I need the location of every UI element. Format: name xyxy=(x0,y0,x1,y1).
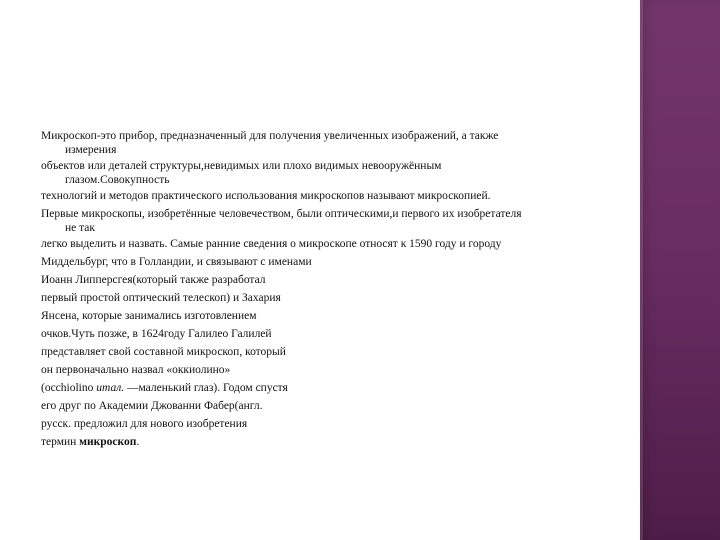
paragraph-line-12 xyxy=(41,361,612,379)
line-text: Янсена, которые занимались изготовлением xyxy=(41,310,257,322)
paragraph-line-5 xyxy=(41,235,612,253)
paragraph-line-7 xyxy=(41,271,612,289)
paragraph-line-1 xyxy=(41,127,612,156)
paragraph-line-9 xyxy=(41,307,612,325)
line-text: представляет свой составной микроскоп, который xyxy=(41,346,286,358)
line-text: технологий и методов практического использования микроскопов называют микроскопией. xyxy=(41,190,491,202)
line-text: Иоанн Липперсгея(который также разработал xyxy=(41,274,266,286)
line-with-italic xyxy=(41,379,612,397)
line-part: (occhiolino xyxy=(41,382,97,394)
line-text: Микроскоп-это прибор, предназначенный для получения увеличенных изображений, а также xyxy=(41,130,499,142)
paragraph-line-10 xyxy=(41,325,612,343)
document-text xyxy=(41,127,612,451)
bold-part: микроскоп xyxy=(79,436,137,448)
paragraph-line-8 xyxy=(41,289,612,307)
paragraph-line-13 xyxy=(41,379,612,397)
paragraph-line-6 xyxy=(41,253,612,271)
paragraph-line-11 xyxy=(41,343,612,361)
paragraph-line-4 xyxy=(41,205,612,234)
paragraph-line-2 xyxy=(41,157,612,186)
line-text: его друг по Академии Джованни Фабер(англ. xyxy=(41,400,263,412)
paragraph-line-15 xyxy=(41,415,612,433)
italic-part: итал. xyxy=(96,382,125,394)
line-part: —маленький глаз). Годом спустя xyxy=(124,382,288,394)
line-continuation: не так xyxy=(65,222,95,234)
line-text: очков.Чуть позже, в 1624году Галилео Галилей xyxy=(41,328,272,340)
line-text: легко выделить и назвать. Самые ранние сведения о микроскопе относят к 1590 году и городу xyxy=(41,238,502,250)
paragraph-line-3 xyxy=(41,187,612,205)
line-text: он первоначально назвал «оккиолино» xyxy=(41,364,231,376)
line-with-bold xyxy=(41,433,612,451)
line-text: объектов или деталей структуры,невидимых или плохо видимых невооружённым xyxy=(41,160,442,172)
line-part: . xyxy=(136,436,140,448)
line-continuation: глазом.Совокупность xyxy=(65,174,170,186)
line-text: Миддельбург, что в Голландии, и связывают с именами xyxy=(41,256,312,268)
line-part: термин xyxy=(41,436,80,448)
paragraph-line-14 xyxy=(41,397,612,415)
line-text: русск. предложил для нового изобретения xyxy=(41,418,248,430)
line-continuation: измерения xyxy=(65,144,117,156)
line-text: первый простой оптический телескоп) и Захария xyxy=(41,292,281,304)
right-accent-bar xyxy=(640,0,720,540)
paragraph-line-16 xyxy=(41,433,612,451)
line-text: Первые микроскопы, изобретённые человечеством, были оптическими,и первого их изобретателя xyxy=(41,208,522,220)
